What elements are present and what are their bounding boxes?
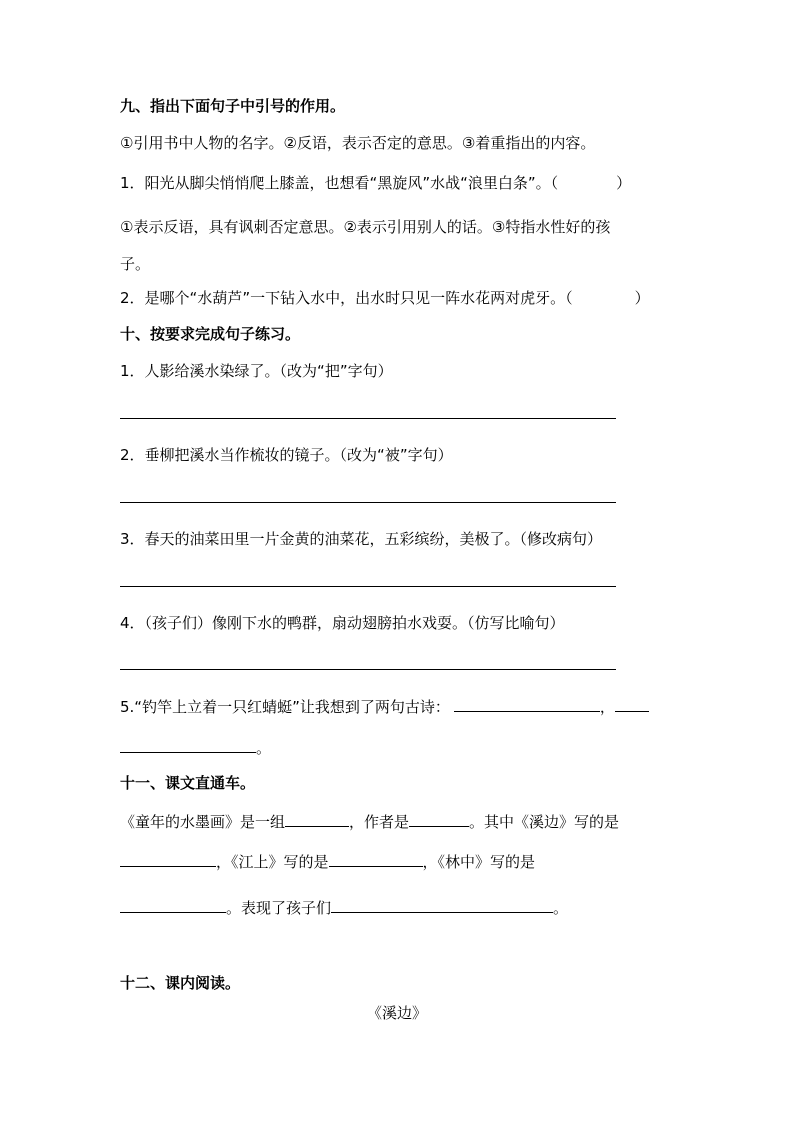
section-9-options-b-line1: ①表示反语，具有讽刺否定意思。②表示引用别人的话。③特指水性好的孩: [120, 218, 611, 236]
section-10-question-4: 4．（孩子们）像刚下水的鸭群，扇动翅膀拍水戏耍。（仿写比喻句）: [120, 614, 565, 632]
blank-children[interactable]: [331, 897, 553, 913]
section-9-heading: 九、指出下面句子中引号的作用。: [120, 97, 346, 115]
blank-genre[interactable]: [285, 811, 349, 827]
section-11-line-2: [120, 851, 535, 872]
poem-blank-1[interactable]: [454, 696, 600, 712]
answer-line-2[interactable]: [120, 502, 616, 503]
question-2-text: 2．是哪个“水葫芦”一下钻入水中，出水时只见一阵水花两对虎牙。（: [120, 289, 573, 307]
section-9-question-1: [120, 173, 631, 193]
answer-line-3[interactable]: [120, 586, 616, 587]
section-9-question-2: [120, 288, 650, 308]
reading-title: 《溪边》: [366, 1004, 427, 1022]
section-10-question-5-cont: [120, 737, 271, 758]
line-1-text-a: 《童年的水墨画》是一组: [120, 813, 286, 831]
poem-blank-2a[interactable]: [615, 696, 649, 712]
question-1-text: 1．阳光从脚尖悄悄爬上膝盖，也想看“黑旋风”水战“浪里白条”。（: [120, 174, 559, 192]
question-5-comma: ，: [599, 698, 615, 716]
answer-line-1[interactable]: [120, 418, 616, 419]
line-3-text-a: 。表现了孩子们: [226, 899, 332, 917]
line-3-text-b: 。: [553, 899, 569, 917]
section-11-heading: 十一、课文直通车。: [120, 774, 256, 792]
section-11-line-1: [120, 811, 619, 832]
poem-blank-2b[interactable]: [120, 737, 256, 753]
question-5-end: 。: [256, 739, 272, 757]
line-1-text-b: ，作者是: [349, 813, 410, 831]
line-1-text-c: 。其中《溪边》写的是: [469, 813, 620, 831]
section-12-heading: 十二、课内阅读。: [120, 974, 241, 992]
section-9-options-b-line2: 子。: [120, 255, 151, 273]
section-9-options-a: ①引用书中人物的名字。②反语，表示否定的意思。③着重指出的内容。: [120, 134, 596, 152]
section-11-line-3: [120, 897, 568, 918]
section-10-question-5: [120, 696, 649, 717]
question-1-close: ）: [616, 174, 632, 192]
section-10-heading: 十、按要求完成句子练习。: [120, 325, 301, 343]
blank-linzhong[interactable]: [120, 897, 226, 913]
answer-line-4[interactable]: [120, 669, 616, 670]
question-2-close: ）: [634, 289, 650, 307]
blank-xibian[interactable]: [120, 851, 216, 867]
blank-author[interactable]: [409, 811, 469, 827]
blank-jiangshang[interactable]: [329, 851, 423, 867]
section-10-question-2: 2．垂柳把溪水当作梳妆的镜子。（改为“被”字句）: [120, 446, 453, 464]
line-2-text-b: ，《林中》写的是: [422, 853, 536, 871]
section-10-question-3: 3．春天的油菜田里一片金黄的油菜花，五彩缤纷，美极了。（修改病句）: [120, 530, 603, 548]
question-5-text: 5.“钓竿上立着一只红蜻蜓”让我想到了两句古诗：: [120, 698, 450, 716]
section-10-question-1: 1．人影给溪水染绿了。（改为“把”字句）: [120, 362, 393, 380]
line-2-text-a: ，《江上》写的是: [216, 853, 329, 871]
